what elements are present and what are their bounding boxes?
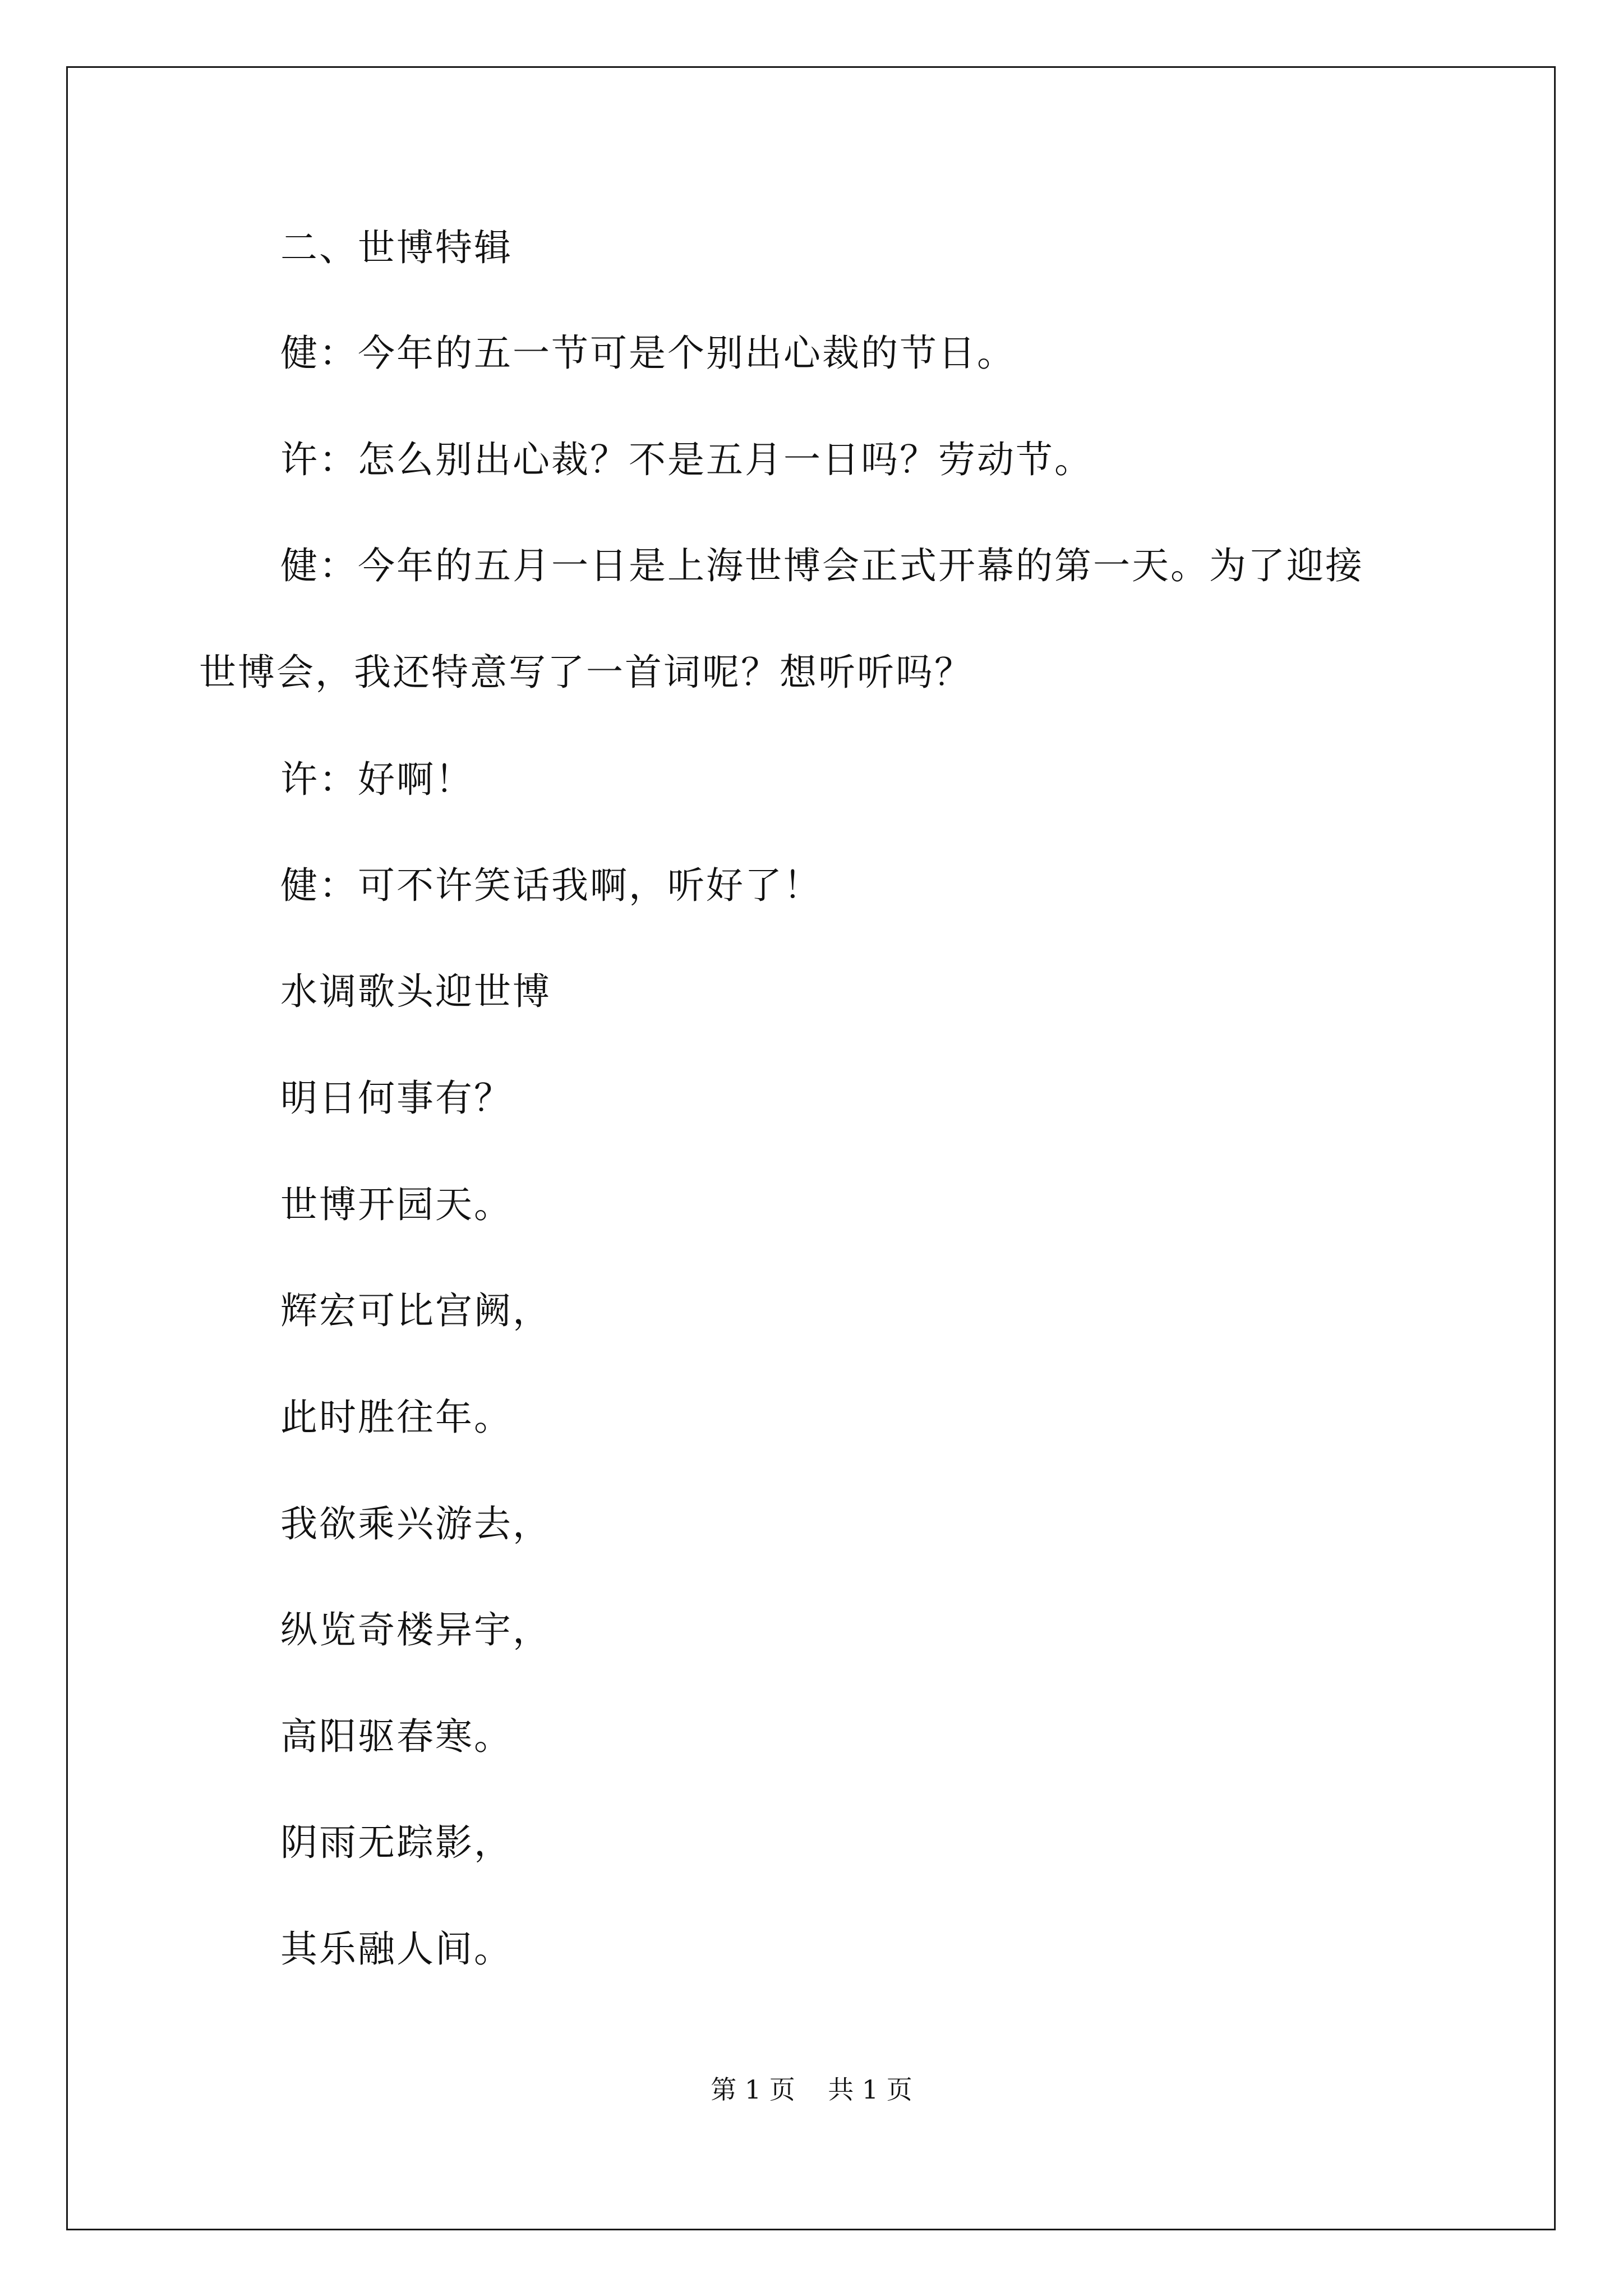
poem-line: 其乐融人间。 <box>280 1927 513 1971</box>
poem-line: 我欲乘兴游去， <box>280 1502 551 1545</box>
page-number-footer: 第 1 页 共 1 页 <box>711 2074 912 2105</box>
poem-line: 此时胜往年。 <box>280 1396 513 1439</box>
poem-line: 明日何事有？ <box>280 1076 513 1120</box>
section-heading: 二、世博特辑 <box>280 226 513 269</box>
poem-title: 水调歌头迎世博 <box>280 970 551 1013</box>
dialogue-line-continuation: 世博会，我还特意写了一首词呢？想听听吗？ <box>199 651 973 694</box>
poem-line: 辉宏可比宫阙， <box>280 1289 551 1332</box>
poem-line: 高阳驱春寒。 <box>280 1715 513 1758</box>
dialogue-line: 健：今年的五月一日是上海世博会正式开幕的第一天。为了迎接 <box>280 544 1364 587</box>
poem-line: 世博开园天。 <box>280 1183 513 1226</box>
dialogue-line: 许：怎么别出心裁？不是五月一日吗？劳动节。 <box>280 438 1093 481</box>
poem-line: 纵览奇楼异宇， <box>280 1608 551 1651</box>
dialogue-line: 健：可不许笑话我啊，听好了！ <box>280 864 822 907</box>
dialogue-line: 许：好啊！ <box>280 758 474 801</box>
poem-line: 阴雨无踪影， <box>280 1821 513 1864</box>
dialogue-line: 健：今年的五一节可是个别出心裁的节日。 <box>280 332 1016 375</box>
